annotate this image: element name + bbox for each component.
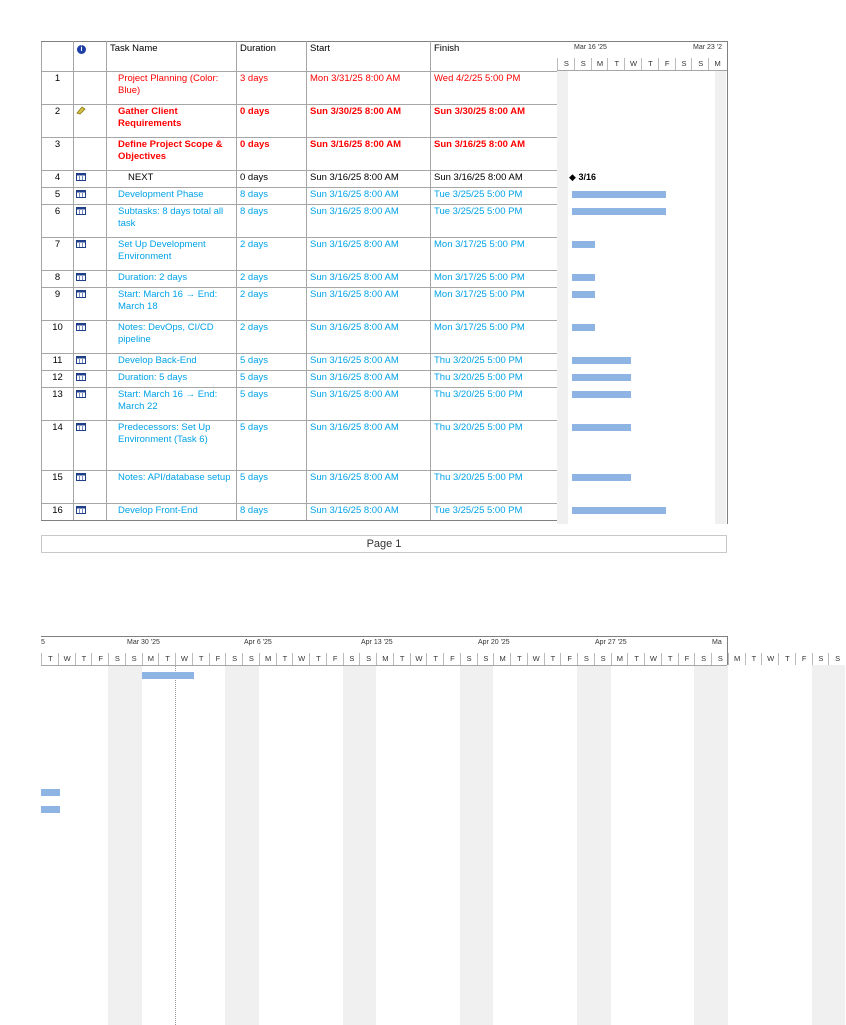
calendar-task-icon	[76, 240, 86, 248]
gantt-bar[interactable]	[572, 474, 631, 481]
finish-cell[interactable]: Tue 3/25/25 5:00 PM	[431, 504, 558, 521]
day-letter: T	[192, 653, 210, 665]
table-row[interactable]	[42, 171, 558, 188]
table-row[interactable]	[42, 421, 558, 471]
row-id-cell[interactable]: 10	[42, 321, 74, 354]
indicator-cell[interactable]	[74, 354, 107, 371]
task-name-cell[interactable]: Gather Client Requirements	[107, 105, 237, 138]
table-row[interactable]	[42, 471, 558, 504]
indicator-cell[interactable]	[74, 288, 107, 321]
day-letter: T	[158, 653, 176, 665]
finish-cell[interactable]: Thu 3/20/25 5:00 PM	[431, 421, 558, 471]
indicator-cell[interactable]	[74, 171, 107, 188]
day-letter: S	[574, 58, 592, 70]
row-id-cell[interactable]: 3	[42, 138, 74, 171]
task-name-cell[interactable]: Subtasks: 8 days total all task	[107, 205, 237, 238]
print-page-1	[41, 41, 727, 552]
day-letter: W	[761, 653, 779, 665]
indicator-column-header[interactable]	[74, 42, 107, 72]
day-letter: M	[493, 653, 511, 665]
indicator-cell[interactable]	[74, 138, 107, 171]
row-id-cell[interactable]: 9	[42, 288, 74, 321]
weekend-shade	[812, 665, 829, 1025]
day-letter: F	[209, 653, 227, 665]
day-letter: F	[658, 58, 676, 70]
task-table	[41, 41, 558, 521]
table-row[interactable]	[42, 354, 558, 371]
row-id-cell[interactable]: 16	[42, 504, 74, 521]
week-label: Mar 30 '25	[127, 639, 160, 646]
gantt-bar[interactable]	[572, 324, 595, 331]
week-label: Apr 6 '25	[244, 639, 272, 646]
week-label: Ma	[712, 639, 722, 646]
indicator-cell[interactable]	[74, 72, 107, 105]
weekend-shade	[343, 665, 360, 1025]
row-id-cell[interactable]: 15	[42, 471, 74, 504]
note-icon	[76, 106, 86, 115]
task-name-cell[interactable]: Develop Back-End	[107, 354, 237, 371]
weekend-shade	[594, 665, 611, 1025]
day-letter: T	[778, 653, 796, 665]
gantt-bar[interactable]	[572, 424, 631, 431]
finish-cell[interactable]: Thu 3/20/25 5:00 PM	[431, 388, 558, 421]
indicator-cell[interactable]	[74, 321, 107, 354]
indicator-cell[interactable]	[74, 388, 107, 421]
calendar-task-icon	[76, 356, 86, 364]
timeline-header	[557, 42, 727, 71]
info-icon: i	[77, 45, 86, 54]
task-name-cell[interactable]: NEXT	[107, 171, 237, 188]
weekend-shade	[359, 665, 376, 1025]
duration-cell[interactable]: 5 days	[237, 371, 307, 388]
day-letter: S	[828, 653, 846, 665]
gantt-bar[interactable]	[572, 391, 631, 398]
task-name-cell[interactable]: Develop Front-End	[107, 504, 237, 521]
start-cell[interactable]: Sun 3/16/25 8:00 AM	[307, 354, 431, 371]
start-cell[interactable]: Sun 3/16/25 8:00 AM	[307, 321, 431, 354]
gantt-bar[interactable]	[572, 507, 666, 514]
table-row[interactable]	[42, 271, 558, 288]
start-column-header[interactable]: Start	[307, 42, 431, 72]
gantt-bar[interactable]	[572, 374, 631, 381]
day-letter: W	[175, 653, 193, 665]
day-letter: T	[276, 653, 294, 665]
day-letter: S	[460, 653, 478, 665]
day-letter: M	[259, 653, 277, 665]
day-letter: F	[91, 653, 109, 665]
calendar-task-icon	[76, 207, 86, 215]
finish-cell[interactable]: Mon 3/17/25 5:00 PM	[431, 271, 558, 288]
calendar-task-icon	[76, 190, 86, 198]
weekend-shade	[225, 665, 242, 1025]
duration-cell[interactable]: 0 days	[237, 138, 307, 171]
start-cell[interactable]: Sun 3/16/25 8:00 AM	[307, 504, 431, 521]
day-letter: S	[242, 653, 260, 665]
row-id-cell[interactable]: 12	[42, 371, 74, 388]
finish-cell[interactable]: Tue 3/25/25 5:00 PM	[431, 205, 558, 238]
id-column-header[interactable]	[42, 42, 74, 72]
duration-cell[interactable]: 2 days	[237, 271, 307, 288]
task-name-cell[interactable]: Notes: DevOps, CI/CD pipeline	[107, 321, 237, 354]
gantt-bar[interactable]	[572, 357, 631, 364]
weekend-shade	[125, 665, 142, 1025]
weekend-shade	[694, 665, 711, 1025]
weekend-shade	[477, 665, 494, 1025]
finish-cell[interactable]: Mon 3/17/25 5:00 PM	[431, 238, 558, 271]
day-letter: S	[225, 653, 243, 665]
day-letter: T	[607, 58, 625, 70]
day-letter: S	[694, 653, 712, 665]
day-letter: F	[443, 653, 461, 665]
day-letter: M	[728, 653, 746, 665]
row-id-cell[interactable]: 14	[42, 421, 74, 471]
day-letter: T	[627, 653, 645, 665]
day-letters	[41, 653, 841, 665]
task-name-cell[interactable]: Development Phase	[107, 188, 237, 205]
indicator-cell[interactable]	[74, 105, 107, 138]
table-header-row	[42, 42, 558, 72]
day-letter: M	[708, 58, 726, 70]
gantt-bar[interactable]	[572, 191, 666, 198]
start-cell[interactable]: Sun 3/16/25 8:00 AM	[307, 421, 431, 471]
gantt-bar-development-phase[interactable]	[41, 789, 60, 796]
day-letter: F	[795, 653, 813, 665]
timeline-header	[41, 637, 841, 666]
finish-cell[interactable]: Wed 4/2/25 5:00 PM	[431, 72, 558, 105]
day-letter: F	[678, 653, 696, 665]
indicator-cell[interactable]	[74, 371, 107, 388]
day-letter: T	[661, 653, 679, 665]
print-page-2	[41, 636, 841, 1024]
indicator-cell[interactable]	[74, 188, 107, 205]
duration-cell[interactable]: 5 days	[237, 471, 307, 504]
day-letter: T	[745, 653, 763, 665]
table-row[interactable]	[42, 504, 558, 521]
calendar-task-icon	[76, 423, 86, 431]
day-letter: T	[426, 653, 444, 665]
day-letter: W	[292, 653, 310, 665]
gantt-bar-project-planning[interactable]	[142, 672, 194, 679]
duration-cell[interactable]: 8 days	[237, 188, 307, 205]
duration-cell[interactable]: 5 days	[237, 388, 307, 421]
calendar-task-icon	[76, 473, 86, 481]
day-letter: T	[75, 653, 93, 665]
calendar-task-icon	[76, 290, 86, 298]
day-letter: T	[309, 653, 327, 665]
start-cell[interactable]: Sun 3/16/25 8:00 AM	[307, 138, 431, 171]
indicator-cell[interactable]	[74, 205, 107, 238]
table-row[interactable]	[42, 72, 558, 105]
day-letter: S	[711, 653, 729, 665]
milestone-label: 3/16	[578, 172, 596, 182]
day-letter: S	[108, 653, 126, 665]
finish-cell[interactable]: Thu 3/20/25 5:00 PM	[431, 354, 558, 371]
table-row[interactable]	[42, 188, 558, 205]
finish-cell[interactable]: Mon 3/17/25 5:00 PM	[431, 321, 558, 354]
day-letter: W	[58, 653, 76, 665]
duration-column-header[interactable]: Duration	[237, 42, 307, 72]
table-row[interactable]	[42, 288, 558, 321]
duration-cell[interactable]: 0 days	[237, 171, 307, 188]
row-id-cell[interactable]: 5	[42, 188, 74, 205]
indicator-cell[interactable]	[74, 471, 107, 504]
week-label: Apr 20 '25	[478, 639, 510, 646]
day-letter: M	[142, 653, 160, 665]
duration-cell[interactable]: 0 days	[237, 105, 307, 138]
weekend-shade	[108, 665, 125, 1025]
row-id-cell[interactable]: 7	[42, 238, 74, 271]
gantt-bar[interactable]	[572, 208, 666, 215]
task-name-cell[interactable]: Duration: 2 days	[107, 271, 237, 288]
duration-cell[interactable]: 2 days	[237, 288, 307, 321]
row-id-cell[interactable]: 13	[42, 388, 74, 421]
task-name-cell[interactable]: Duration: 5 days	[107, 371, 237, 388]
weekend-shade	[460, 665, 477, 1025]
day-letter: F	[326, 653, 344, 665]
day-letter: T	[641, 58, 659, 70]
day-letter: T	[393, 653, 411, 665]
row-id-cell[interactable]: 11	[42, 354, 74, 371]
gantt-bar[interactable]	[572, 291, 595, 298]
task-name-cell[interactable]: Notes: API/database setup	[107, 471, 237, 504]
day-letter: T	[510, 653, 528, 665]
day-letter: M	[611, 653, 629, 665]
week-label: Apr 27 '25	[595, 639, 627, 646]
weekend-shade	[828, 665, 845, 1025]
current-date-line	[175, 665, 176, 1025]
week-label: 5	[41, 639, 45, 646]
day-letter: S	[343, 653, 361, 665]
finish-cell[interactable]: Sun 3/16/25 8:00 AM	[431, 171, 558, 188]
task-name-cell[interactable]: Define Project Scope & Objectives	[107, 138, 237, 171]
start-cell[interactable]: Sun 3/16/25 8:00 AM	[307, 288, 431, 321]
duration-cell[interactable]: 3 days	[237, 72, 307, 105]
start-cell[interactable]: Sun 3/30/25 8:00 AM	[307, 105, 431, 138]
task-name-cell[interactable]: Start: March 16 → End: March 18	[107, 288, 237, 321]
weekend-shade	[242, 665, 259, 1025]
weekend-shade	[711, 665, 728, 1025]
table-row[interactable]	[42, 138, 558, 171]
diamond-icon: ◆	[569, 172, 576, 182]
finish-cell[interactable]: Tue 3/25/25 5:00 PM	[431, 188, 558, 205]
finish-cell[interactable]: Thu 3/20/25 5:00 PM	[431, 471, 558, 504]
weekend-shade	[577, 665, 594, 1025]
start-cell[interactable]: Sun 3/16/25 8:00 AM	[307, 171, 431, 188]
gantt-bar[interactable]	[572, 274, 595, 281]
day-letter: M	[591, 58, 609, 70]
calendar-task-icon	[76, 373, 86, 381]
table-row[interactable]	[42, 371, 558, 388]
day-letter: M	[376, 653, 394, 665]
task-name-column-header[interactable]: Task Name	[107, 42, 237, 72]
indicator-cell[interactable]	[74, 238, 107, 271]
day-letter: S	[577, 653, 595, 665]
duration-cell[interactable]: 2 days	[237, 321, 307, 354]
start-cell[interactable]: Sun 3/16/25 8:00 AM	[307, 205, 431, 238]
start-cell[interactable]: Sun 3/16/25 8:00 AM	[307, 371, 431, 388]
finish-cell[interactable]: Sun 3/30/25 8:00 AM	[431, 105, 558, 138]
finish-column-header[interactable]: Finish	[431, 42, 558, 72]
duration-cell[interactable]: 2 days	[237, 238, 307, 271]
calendar-task-icon	[76, 323, 86, 331]
start-cell[interactable]: Sun 3/16/25 8:00 AM	[307, 471, 431, 504]
start-cell[interactable]: Sun 3/16/25 8:00 AM	[307, 271, 431, 288]
table-row[interactable]	[42, 105, 558, 138]
start-cell[interactable]: Sun 3/16/25 8:00 AM	[307, 238, 431, 271]
calendar-task-icon	[76, 273, 86, 281]
gantt-timeline-continued	[41, 636, 841, 1025]
table-row[interactable]	[42, 321, 558, 354]
start-cell[interactable]: Sun 3/16/25 8:00 AM	[307, 388, 431, 421]
duration-cell[interactable]: 8 days	[237, 205, 307, 238]
duration-cell[interactable]: 5 days	[237, 354, 307, 371]
day-letter: S	[359, 653, 377, 665]
weekend-shade	[557, 70, 568, 524]
gantt-bar-subtasks[interactable]	[41, 806, 60, 813]
row-id-cell[interactable]: 6	[42, 205, 74, 238]
day-letter: S	[812, 653, 830, 665]
day-letter: W	[624, 58, 642, 70]
calendar-task-icon	[76, 173, 86, 181]
finish-cell[interactable]: Mon 3/17/25 5:00 PM	[431, 288, 558, 321]
week-label: Mar 23 '2	[693, 44, 722, 51]
start-cell[interactable]: Sun 3/16/25 8:00 AM	[307, 188, 431, 205]
day-letter: S	[125, 653, 143, 665]
day-letter: S	[691, 58, 709, 70]
indicator-cell[interactable]	[74, 504, 107, 521]
table-row[interactable]	[42, 205, 558, 238]
indicator-cell[interactable]	[74, 421, 107, 471]
day-letter: W	[410, 653, 428, 665]
task-name-cell[interactable]: Project Planning (Color: Blue)	[107, 72, 237, 105]
finish-cell[interactable]: Sun 3/16/25 8:00 AM	[431, 138, 558, 171]
weekend-shade	[715, 70, 726, 524]
row-id-cell[interactable]: 2	[42, 105, 74, 138]
gantt-bar[interactable]	[572, 241, 595, 248]
day-letter: S	[477, 653, 495, 665]
milestone-marker[interactable]	[569, 172, 596, 183]
table-row[interactable]	[42, 238, 558, 271]
duration-cell[interactable]: 5 days	[237, 421, 307, 471]
start-cell[interactable]: Mon 3/31/25 8:00 AM	[307, 72, 431, 105]
row-id-cell[interactable]: 8	[42, 271, 74, 288]
gantt-timeline	[557, 41, 728, 524]
day-letters	[557, 58, 727, 70]
indicator-cell[interactable]	[74, 271, 107, 288]
task-name-cell[interactable]: Predecessors: Set Up Environment (Task 6)	[107, 421, 237, 471]
calendar-task-icon	[76, 506, 86, 514]
week-label: Apr 13 '25	[361, 639, 393, 646]
day-letter: S	[675, 58, 693, 70]
task-name-cell[interactable]: Set Up Development Environment	[107, 238, 237, 271]
task-name-cell[interactable]: Start: March 16 → End: March 22	[107, 388, 237, 421]
table-row[interactable]	[42, 388, 558, 421]
day-letter: F	[560, 653, 578, 665]
day-letter: T	[544, 653, 562, 665]
finish-cell[interactable]: Thu 3/20/25 5:00 PM	[431, 371, 558, 388]
day-letter: S	[594, 653, 612, 665]
day-letter: W	[527, 653, 545, 665]
day-letter: W	[644, 653, 662, 665]
week-label: Mar 16 '25	[574, 44, 607, 51]
row-id-cell[interactable]: 1	[42, 72, 74, 105]
page-footer: Page 1	[41, 535, 727, 553]
duration-cell[interactable]: 8 days	[237, 504, 307, 521]
day-letter: T	[41, 653, 59, 665]
calendar-task-icon	[76, 390, 86, 398]
row-id-cell[interactable]: 4	[42, 171, 74, 188]
day-letter: S	[557, 58, 575, 70]
